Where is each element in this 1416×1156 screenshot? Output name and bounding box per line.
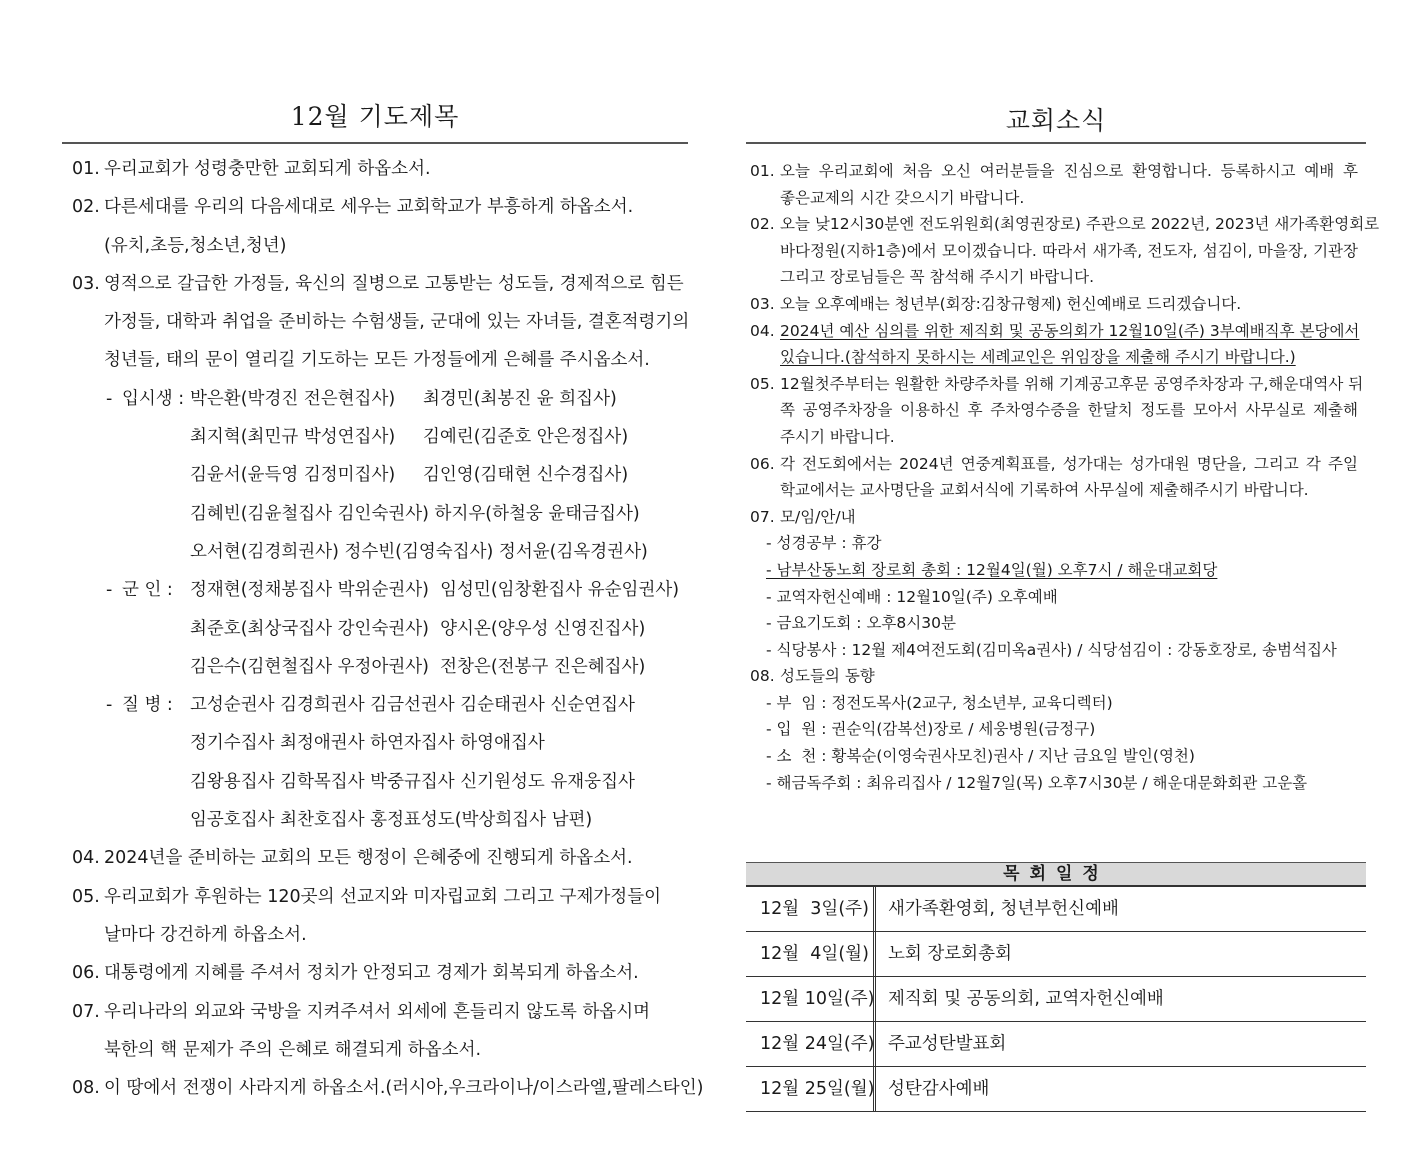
prayer-item	[62, 265, 688, 303]
sub-dash: -	[106, 695, 113, 716]
prayer-item	[62, 341, 688, 379]
name-list: 정재현(정채봉집사 박위순권사) 임성민(임창환집사 유순임권사)	[190, 580, 680, 601]
item-continuation: 청년들, 태의 문이 열리길 기도하는 모든 가정들에게 은혜를 주시옵소서.	[104, 350, 650, 371]
news-item	[746, 344, 1366, 371]
item-text: 우리교회가 후원하는 120곳의 선교지와 미자립교회 그리고 구제가정들이	[104, 886, 662, 907]
prayer-item	[62, 303, 688, 341]
item-number: 05.	[72, 886, 100, 907]
bullet-item: - 남부산동노회 장로회 총회 : 12월4일(월) 오후7시 / 해운대교회당	[766, 560, 1218, 579]
prayer-item	[62, 1031, 688, 1069]
item-text: 영적으로 갈급한 가정들, 육신의 질병으로 고통받는 성도들, 경제적으로 힘든	[104, 273, 684, 294]
schedule-row	[746, 887, 1366, 932]
news-list	[746, 158, 1380, 796]
name-list: 오서현(김경희권사) 정수빈(김영숙집사) 정서윤(김옥경권사)	[190, 541, 648, 562]
item-text: 대통령에게 지혜를 주셔서 정치가 안정되고 경제가 회복되게 하옵소서.	[104, 963, 639, 984]
schedule-row	[746, 977, 1366, 1022]
news-item	[746, 637, 1366, 664]
news-item	[746, 238, 1366, 265]
news-item	[746, 397, 1366, 424]
item-number: 04.	[72, 848, 100, 869]
news-item	[746, 291, 1366, 318]
news-item	[746, 211, 1380, 238]
news-section	[746, 100, 1380, 796]
prayer-item	[62, 456, 688, 494]
news-item	[746, 477, 1366, 504]
news-item	[746, 716, 1366, 743]
item-text: 모/임/안/내	[780, 507, 856, 526]
item-text: 2024년 예산 심의를 위한 제직회 및 공동의회가 12월10일(주) 3부예배직후 본당에서	[780, 321, 1360, 340]
prayer-item	[62, 418, 688, 456]
sub-dash: -	[106, 580, 113, 601]
prayer-item	[62, 954, 688, 992]
news-item	[746, 158, 1366, 185]
name-list: 정기수집사 최정애권사 하연자집사 하영애집사	[190, 733, 545, 754]
prayer-item	[62, 571, 688, 609]
schedule-row	[746, 932, 1366, 977]
prayer-item	[62, 993, 688, 1031]
schedule-event: 주교성탄발표회	[888, 1034, 1007, 1054]
sub-category: 입시생 :	[122, 388, 185, 409]
news-item	[746, 690, 1366, 717]
prayer-title: 12월 기도제목	[62, 92, 688, 144]
news-item	[746, 610, 1366, 637]
name-list: 김혜빈(김윤철집사 김인숙권사) 하지우(하철웅 윤태금집사)	[190, 503, 640, 524]
item-number: 02.	[750, 215, 775, 234]
prayer-item	[62, 648, 688, 686]
bullet-item: - 교역자헌신예배 : 12월10일(주) 오후예배	[766, 587, 1058, 606]
name-list: 고성순권사 김경희권사 김금선권사 김순태권사 신순연집사	[190, 695, 635, 716]
item-number: 07.	[750, 507, 775, 526]
item-number: 01.	[72, 159, 100, 179]
news-item	[746, 451, 1366, 478]
bullet-item: - 부 임 : 정전도목사(2교구, 청소년부, 교육디렉터)	[766, 693, 1113, 712]
prayer-section	[62, 92, 704, 1107]
item-number: 07.	[72, 1001, 100, 1022]
schedule-event: 성탄감사예배	[888, 1079, 990, 1099]
bullet-item: - 금요기도회 : 오후8시30분	[766, 614, 956, 633]
item-continuation: 학교에서는 교사명단을 교회서식에 기록하여 사무실에 제출해주시기 바랍니다.	[780, 481, 1309, 500]
item-continuation: (유치,초등,청소년,청년)	[104, 235, 287, 256]
name-list: 김윤서(윤득영 김정미집사) 김인영(김태현 신수경집사)	[190, 465, 629, 486]
news-item	[746, 663, 1366, 690]
schedule-date: 12월 24일(주)	[746, 1022, 876, 1066]
prayer-item	[62, 533, 688, 571]
item-continuation: 주시기 바랍니다.	[780, 427, 895, 446]
prayer-item	[62, 763, 688, 801]
item-number: 02.	[72, 197, 100, 218]
item-continuation: 가정들, 대학과 취업을 준비하는 수험생들, 군대에 있는 자녀들, 결혼적령기의	[104, 312, 690, 333]
schedule-rows	[746, 887, 1366, 1112]
schedule-event: 노회 장로회총회	[888, 944, 1012, 964]
prayer-item	[62, 227, 688, 265]
news-item	[746, 264, 1366, 291]
item-number: 05.	[750, 374, 775, 393]
schedule-date: 12월 3일(주)	[746, 887, 876, 931]
item-continuation: 있습니다.(참석하지 못하시는 세례교인은 위임장을 제출해 주시기 바랍니다.)	[780, 348, 1296, 367]
item-text: 12월첫주부터는 원활한 차량주차를 위해 기계공고후문 공영주차장과 구,해운대역사 뒤	[780, 374, 1364, 393]
news-title: 교회소식	[746, 100, 1366, 144]
prayer-item	[62, 380, 688, 418]
news-item	[746, 318, 1366, 345]
news-item	[746, 424, 1366, 451]
item-continuation: 좋은교제의 시간 갖으시기 바랍니다.	[780, 188, 1025, 207]
sub-category: 질 병 :	[122, 695, 173, 716]
item-continuation: 날마다 강건하게 하옵소서.	[104, 924, 307, 945]
sub-dash: -	[106, 388, 113, 409]
news-item	[746, 185, 1366, 212]
name-list: 박은환(박경진 전은현집사) 최경민(최봉진 윤 희집사)	[190, 388, 617, 409]
schedule-event: 제직회 및 공동의회, 교역자헌신예배	[888, 989, 1164, 1009]
news-item	[746, 557, 1366, 584]
item-number: 03.	[72, 273, 100, 294]
name-list: 최지혁(최민규 박성연집사) 김예린(김준호 안은정집사)	[190, 427, 629, 448]
item-text: 우리나라의 외교와 국방을 지켜주셔서 외세에 흔들리지 않도록 하옵시며	[104, 1001, 651, 1022]
item-text: 이 땅에서 전쟁이 사라지게 하옵소서.(러시아,우크라이나/이스라엘,팔레스타인)	[104, 1078, 704, 1099]
item-text: 성도들의 동향	[780, 667, 875, 686]
item-number: 08.	[750, 667, 775, 686]
prayer-item	[62, 839, 688, 877]
item-text: 다른세대를 우리의 다음세대로 세우는 교회학교가 부흥하게 하옵소서.	[104, 197, 634, 218]
schedule-header: 목회일정	[746, 862, 1366, 887]
schedule-date: 12월 10일(주)	[746, 977, 876, 1021]
name-list: 김은수(김현철집사 우정아권사) 전창은(전봉구 진은혜집사)	[190, 656, 646, 677]
prayer-item	[62, 878, 688, 916]
bullet-item: - 소 천 : 황복순(이영숙권사모친)권사 / 지난 금요일 발인(영천)	[766, 747, 1195, 766]
item-text: 각 전도회에서는 2024년 연중계획표를, 성가대는 성가대원 명단을, 그리고 각 주일	[780, 454, 1358, 473]
item-number: 04.	[750, 321, 775, 340]
item-number: 06.	[72, 963, 100, 984]
item-number: 03.	[750, 294, 775, 313]
prayer-item	[62, 724, 688, 762]
item-continuation: 바다정원(지하1층)에서 모이겠습니다. 따라서 새가족, 전도자, 섬김이, 마을장, 기관장	[780, 241, 1358, 260]
name-list: 임공호집사 최찬호집사 홍정표성도(박상희집사 남편)	[190, 810, 593, 831]
news-item	[746, 504, 1366, 531]
bullet-item: - 성경공부 : 휴강	[766, 534, 882, 553]
item-text: 2024년을 준비하는 교회의 모든 행정이 은혜중에 진행되게 하옵소서.	[104, 848, 633, 869]
prayer-item	[62, 610, 688, 648]
bullet-item: - 입 원 : 권순익(감복선)장로 / 세웅병원(금정구)	[766, 720, 1096, 739]
item-continuation: 북한의 핵 문제가 주의 은혜로 해결되게 하옵소서.	[104, 1039, 482, 1060]
item-text: 오늘 우리교회에 처음 오신 여러분들을 진심으로 환영합니다. 등록하시고 예배 후	[780, 162, 1358, 180]
prayer-item	[62, 686, 688, 724]
item-number: 06.	[750, 454, 775, 473]
prayer-item	[62, 188, 688, 226]
sub-category: 군 인 :	[122, 580, 173, 601]
schedule-date: 12월 25일(월)	[746, 1067, 876, 1111]
item-continuation: 그리고 장로님들은 꼭 참석해 주시기 바랍니다.	[780, 268, 1095, 287]
item-number: 01.	[750, 162, 775, 180]
schedule-table	[746, 862, 1366, 1112]
schedule-row	[746, 1067, 1366, 1112]
prayer-item	[62, 495, 688, 533]
news-item	[746, 743, 1366, 770]
news-item	[746, 770, 1366, 797]
prayer-item	[62, 150, 688, 188]
prayer-item	[62, 916, 688, 954]
prayer-list	[62, 150, 704, 1107]
bullet-item: - 해금독주회 : 최유리집사 / 12월7일(목) 오후7시30분 / 해운대문화회관 고운홀	[766, 773, 1308, 792]
name-list: 최준호(최상국집사 강인숙권사) 양시온(양우성 신영진집사)	[190, 618, 646, 639]
item-text: 오늘 오후예배는 청년부(회장:김창규형제) 헌신예배로 드리겠습니다.	[780, 294, 1242, 313]
prayer-item	[62, 1069, 704, 1107]
item-number: 08.	[72, 1078, 100, 1099]
news-item	[746, 371, 1366, 398]
item-text: 우리교회가 성령충만한 교회되게 하옵소서.	[104, 159, 431, 179]
name-list: 김왕용집사 김학목집사 박중규집사 신기원성도 유재웅집사	[190, 771, 635, 792]
schedule-row	[746, 1022, 1366, 1067]
bullet-item: - 식당봉사 : 12월 제4여전도회(김미옥a권사) / 식당섬김이 : 강동호장로, 송범석집사	[766, 640, 1337, 659]
schedule-date: 12월 4일(월)	[746, 932, 876, 976]
news-item	[746, 584, 1366, 611]
schedule-event: 새가족환영회, 청년부헌신예배	[888, 899, 1119, 919]
item-continuation: 쪽 공영주차장을 이용하신 후 주차영수증을 한달치 정도를 모아서 사무실로 제출해	[780, 401, 1358, 420]
news-item	[746, 530, 1366, 557]
item-text: 오늘 낮12시30분엔 전도위원회(최영권장로) 주관으로 2022년, 2023년 새가족환영회로	[780, 215, 1380, 234]
prayer-item	[62, 801, 688, 839]
